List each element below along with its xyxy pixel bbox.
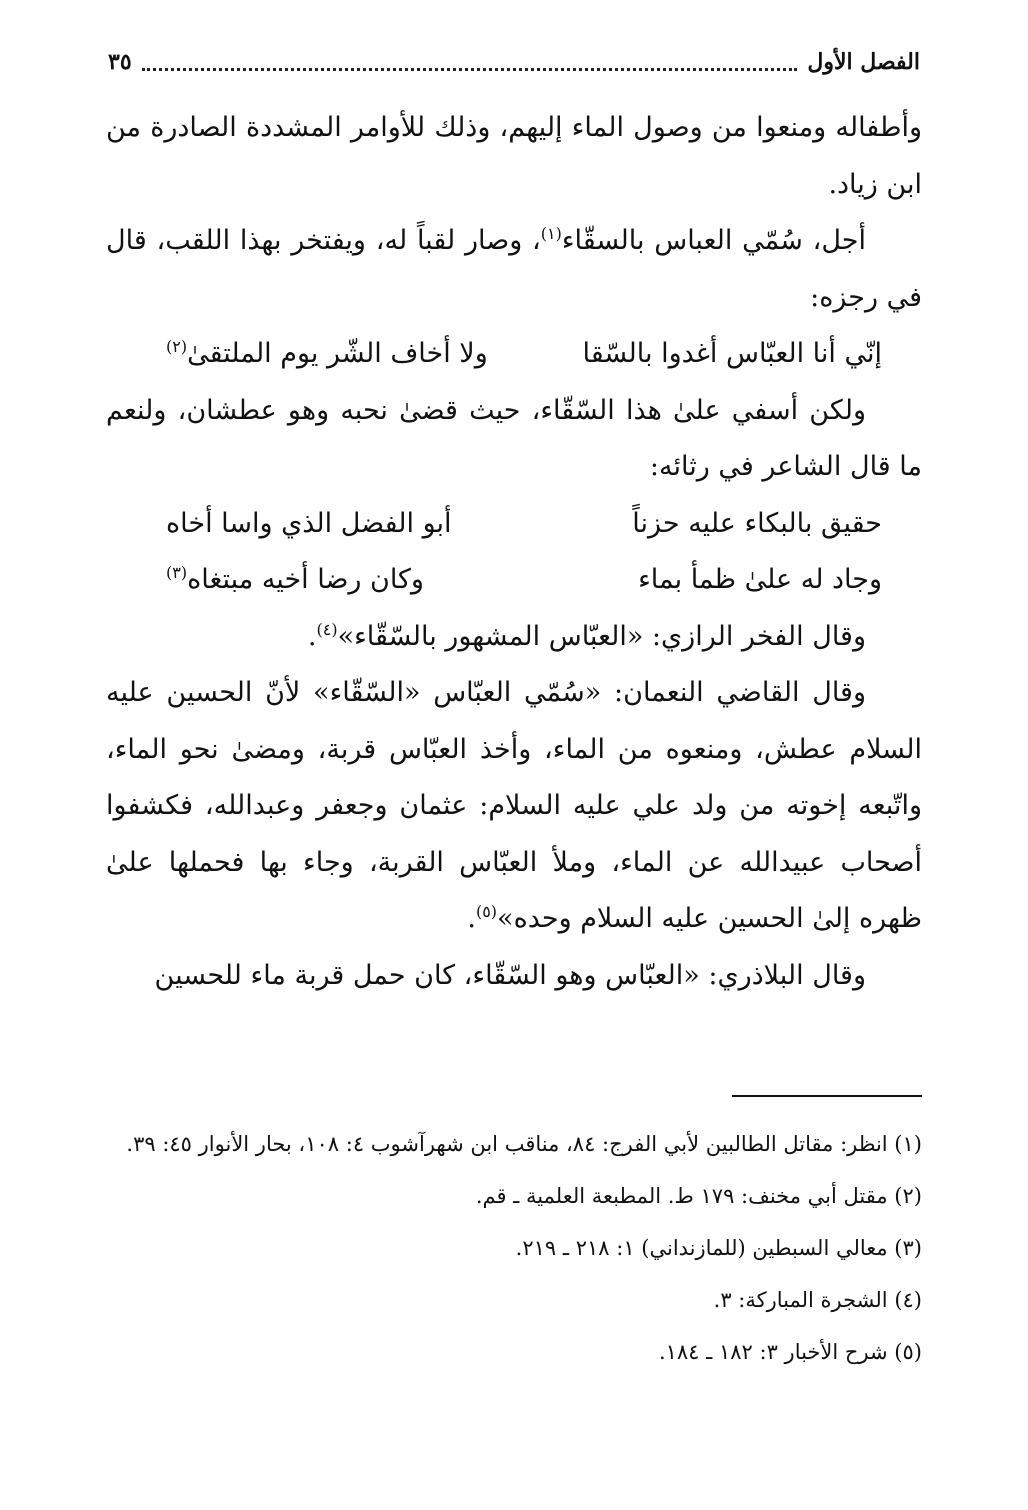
main-text — [106, 100, 922, 1004]
page-number: ٣٥ — [108, 49, 132, 75]
paragraph-text: أجل، سُمّي العباس بالسقّاء — [561, 225, 866, 256]
verse-second-hemistich — [166, 326, 488, 383]
verse-text: ولا أخاف الشّر يوم الملتقىٰ — [187, 338, 488, 369]
paragraph — [106, 665, 922, 948]
verse-line — [106, 496, 922, 553]
verse-first-hemistich: وجاد له علىٰ ظمأ بماء — [638, 564, 882, 595]
verse-text: وكان رضا أخيه مبتغاه — [187, 564, 424, 595]
verse-line — [106, 552, 922, 609]
footnote-ref[interactable]: (٣) — [166, 563, 188, 582]
verse-line — [106, 326, 922, 383]
verse-second-hemistich — [166, 552, 424, 609]
footnote-ref[interactable]: (٢) — [166, 337, 188, 356]
paragraph — [106, 100, 922, 213]
paragraph — [106, 213, 922, 326]
paragraph-text: . — [307, 620, 317, 652]
paragraph-text: وأطفاله ومنعوا من وصول الماء إليهم، وذلك للأوامر المشددة الصادرة من ابن زياد. — [106, 112, 922, 200]
footnote-ref[interactable]: (٤) — [316, 619, 338, 639]
paragraph-text: وقال القاضي النعمان: «سُمّي العبّاس «السّقّاء» لأنّ الحسين عليه السلام عطش، ومنعوه من الماء، وأخذ العبّاس قربة، ومضىٰ نحو الماء، واتّبعه إخوته من ولد علي عليه السلام: عثمان وجعفر وعبدالله، فكشفوا أصحاب عبيدالله عن الماء، وملأ العبّاس القربة، وجاء بها فحملها علىٰ ظهره إلىٰ الحسين عليه السلام وحده» — [106, 677, 922, 934]
footnote-ref[interactable]: (٥) — [475, 902, 498, 921]
paragraph-text: ولكن أسفي علىٰ هذا السّقّاء، حيث قضىٰ نحبه وهو عطشان، ولنعم ما قال الشاعر في رثائه: — [106, 394, 922, 482]
verse-second-hemistich: أبو الفضل الذي واسا أخاه — [166, 507, 452, 539]
paragraph-text: . — [467, 903, 476, 934]
paragraph — [106, 948, 922, 1005]
paragraph-text: وقال البلاذري: «العبّاس وهو السّقّاء، كان حمل قربة ماء للحسين — [154, 959, 866, 991]
paragraph-text: ، وصار لقباً له، ويفتخر بهذا اللقب، قال في رجزه: — [106, 225, 922, 313]
footnote-ref[interactable]: (١) — [540, 224, 562, 243]
leader-dots — [142, 54, 798, 71]
footnote-separator — [732, 1095, 922, 1097]
footnote: (٣) معالي السبطين (للمازنداني) ١: ٢١٨ ـ ٢١٩. — [515, 1236, 922, 1260]
chapter-title: الفصل الأول — [807, 49, 920, 75]
verse-first-hemistich: حقيق بالبكاء عليه حزناً — [632, 507, 882, 539]
footnote: (٥) شرح الأخبار ٣: ١٨٢ ـ ١٨٤. — [658, 1340, 922, 1364]
footnote: (٢) مقتل أبي مخنف: ١٧٩ ط. المطبعة العلمية ـ قم. — [475, 1184, 922, 1208]
paragraph-text: وقال الفخر الرازي: «العبّاس المشهور بالسّقّاء» — [337, 620, 866, 652]
footnotes — [106, 1118, 922, 1378]
verse-first-hemistich: إنّي أنا العبّاس أغدوا بالسّقا — [582, 338, 882, 369]
paragraph — [106, 609, 922, 666]
running-header — [108, 42, 920, 82]
footnote: (٤) الشجرة المباركة: ٣. — [713, 1288, 922, 1312]
paragraph — [106, 383, 922, 496]
footnote: (١) انظر: مقاتل الطالبين لأبي الفرج: ٨٤، مناقب ابن شهرآشوب ٤: ١٠٨، بحار الأنوار ٤٥: ٣٩. — [126, 1132, 922, 1156]
